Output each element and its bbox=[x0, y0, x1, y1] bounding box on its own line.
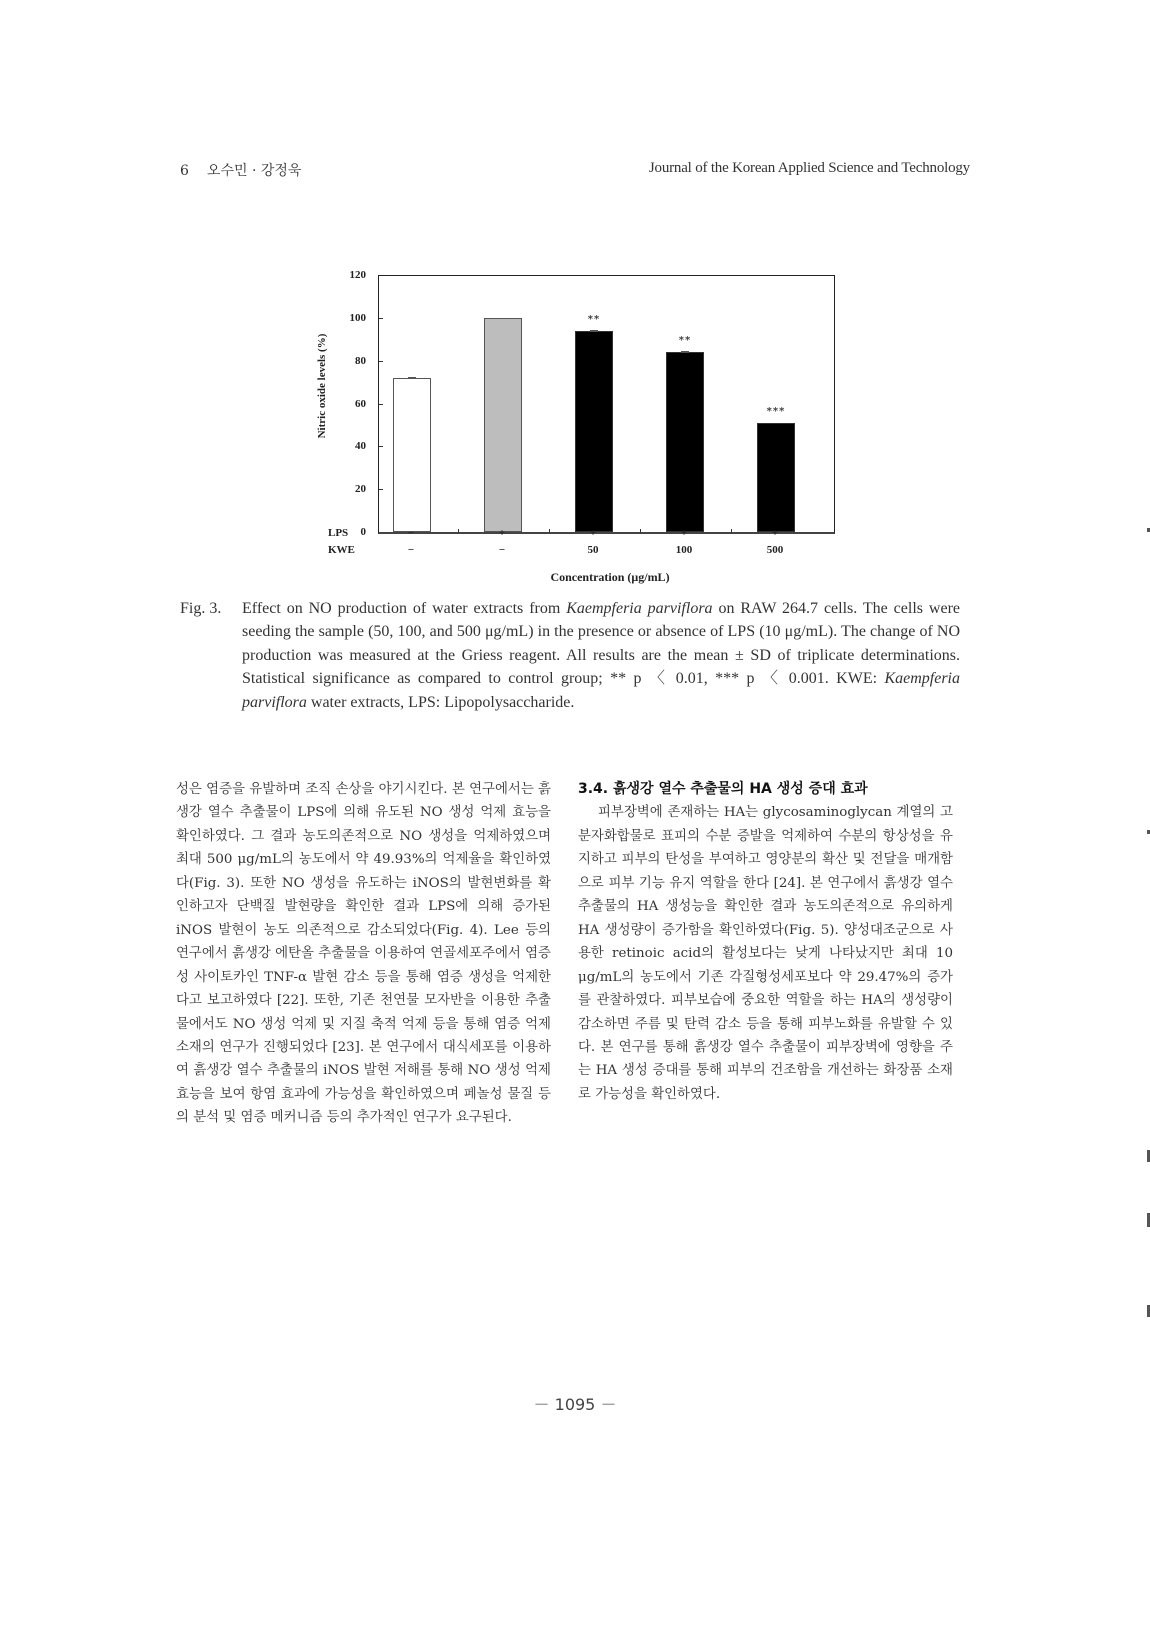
x-tick-mark bbox=[731, 529, 732, 533]
page-number: 6 bbox=[180, 163, 189, 179]
row-label-lps: LPS bbox=[328, 527, 349, 539]
header-left bbox=[180, 160, 301, 180]
y-tick-label: 0 bbox=[360, 526, 366, 538]
bar bbox=[666, 352, 704, 532]
bar bbox=[484, 318, 522, 532]
authors: 오수민 · 강정욱 bbox=[206, 163, 302, 179]
caption-part: water extracts, LPS: Lipopolysaccharide. bbox=[306, 693, 575, 711]
error-bar bbox=[590, 330, 598, 332]
y-tick-label: 120 bbox=[349, 269, 366, 281]
section-heading: 3.4. 흙생강 열수 추출물의 HA 생성 증대 효과 bbox=[578, 781, 868, 797]
body-paragraph: 성은 염증을 유발하며 조직 손상을 야기시킨다. 본 연구에서는 흙생강 열수 추출물이 LPS에 의해 유도된 NO 생성 억제 효능을 확인하였다. 그 결과 농도의존적으로 NO 생성을 억제하였으며 최대 500 μg/mL의 농도에서 약 49.93%의 억제율을 확인하였다(Fig. 3). 또한 NO 생성을 유도하는 iNOS의 발현변화를 확인하고자 단백질 발현량을 확인한 결과 LPS에 의해 증가된 iNOS 발현이 농도 의존적으로 감소되었다(Fig. 4). Lee 등의 연구에서 흙생강 에탄올 추출물을 이용하여 연골세포주에서 염증성 사이토카인 TNF-α 발현 감소 등을 통해 염증 생성을 억제한다고 보고하였다 [22]. 또한, 기존 천연물 모자반을 이용한 추출물에서도 NO 생성 억제 및 지질 축적 억제 등을 통해 염증 억제 소재의 연구가 진행되었다 [23]. 본 연구에서 대식세포를 이용하여 흙생강 열수 추출물의 iNOS 발현 저해를 통해 NO 생성 억제 효능을 보여 항염 효과에 가능성을 확인하였으며 페놀성 물질 등의 분석 및 염증 메커니즘 등의 추가적인 연구가 요구된다. bbox=[176, 782, 551, 1126]
error-bar bbox=[408, 377, 416, 379]
kwe-value: − bbox=[407, 544, 415, 556]
lps-value: + bbox=[771, 527, 779, 539]
plot-area bbox=[378, 275, 835, 534]
caption-label: Fig. 3. bbox=[180, 600, 222, 617]
x-tick-mark bbox=[640, 529, 641, 533]
bar bbox=[757, 423, 795, 532]
y-tick-label: 40 bbox=[355, 440, 366, 453]
x-tick-mark bbox=[549, 529, 550, 533]
running-header bbox=[180, 160, 970, 184]
error-bar bbox=[681, 351, 689, 353]
x-tick-mark bbox=[458, 529, 459, 533]
x-axis-label: Concentration (μg/mL) bbox=[550, 570, 670, 584]
kwe-value: 50 bbox=[587, 544, 599, 556]
caption-part: on RAW 264.7 cells. The cells were seeding the sample (50, 100, and 500 μg/mL) in the presence or absence of LPS (10 μg/mL). The change of NO production was measured at the Griess reagent. All results are the mean ± SD of triplicate determinations. Statistical significance as compared to control group; ** p 〈 0.01, *** p 〈 0.001. KWE: bbox=[242, 600, 960, 688]
y-tick-label: 100 bbox=[349, 311, 366, 324]
y-tick-label: 80 bbox=[355, 354, 366, 367]
lps-value: + bbox=[589, 527, 597, 539]
species-name: Kaempferia parviflora bbox=[242, 670, 960, 711]
right-column bbox=[578, 778, 953, 1106]
kwe-value: − bbox=[498, 544, 506, 556]
kwe-value: 100 bbox=[675, 544, 693, 556]
y-tick-label: 20 bbox=[355, 483, 366, 496]
significance-marker: ** bbox=[587, 313, 601, 325]
figure-caption bbox=[180, 597, 960, 714]
lps-value: + bbox=[498, 527, 506, 539]
caption-text bbox=[242, 597, 960, 714]
kwe-value: 500 bbox=[766, 544, 784, 556]
page-footer: － 1095 － bbox=[533, 1395, 617, 1414]
lps-value: − bbox=[407, 527, 415, 539]
body-paragraph: 피부장벽에 존재하는 HA는 glycosaminoglycan 계열의 고분자화합물로 표피의 수분 증발을 억제하여 수분의 항상성을 유지하고 피부의 탄성을 부여하고 영양분의 확산 및 전달을 매개함으로 피부 기능 유지 역할을 한다 [24]. 본 연구에서 흙생강 열수 추출물의 HA 생성능을 확인한 결과 농도의존적으로 유의하게 HA 생성량이 증가함을 확인하였다(Fig. 5). 양성대조군으로 사용한 retinoic acid의 활성보다는 낮게 나타났지만 최대 10 μg/mL의 농도에서 기존 각질형성세포보다 약 29.47%의 증가를 관찰하였다. 피부보습에 중요한 역할을 하는 HA의 생성량이 감소하면 주름 및 탄력 감소 등을 통해 피부노화를 유발할 수 있다. 본 연구를 통해 흙생강 열수 추출물이 피부장벽에 영향을 주는 HA 생성 증대를 통해 피부의 건조함을 개선하는 화장품 소재로 가능성을 확인하였다. bbox=[578, 805, 953, 1102]
caption-part: Effect on NO production of water extracts from bbox=[242, 600, 567, 617]
row-label-kwe: KWE bbox=[328, 544, 355, 556]
y-axis-label: Nitric oxide levels (%) bbox=[316, 333, 328, 439]
left-column bbox=[176, 778, 551, 1130]
figure-3-chart bbox=[300, 255, 840, 605]
significance-marker: *** bbox=[766, 405, 786, 417]
bar bbox=[575, 331, 613, 532]
lps-value: + bbox=[680, 527, 688, 539]
species-name: Kaempferia parviflora bbox=[566, 600, 713, 617]
significance-marker: ** bbox=[678, 335, 692, 347]
y-tick-label: 60 bbox=[355, 397, 366, 410]
bar bbox=[393, 378, 431, 532]
journal-title: Journal of the Korean Applied Science and Technology bbox=[648, 160, 970, 176]
